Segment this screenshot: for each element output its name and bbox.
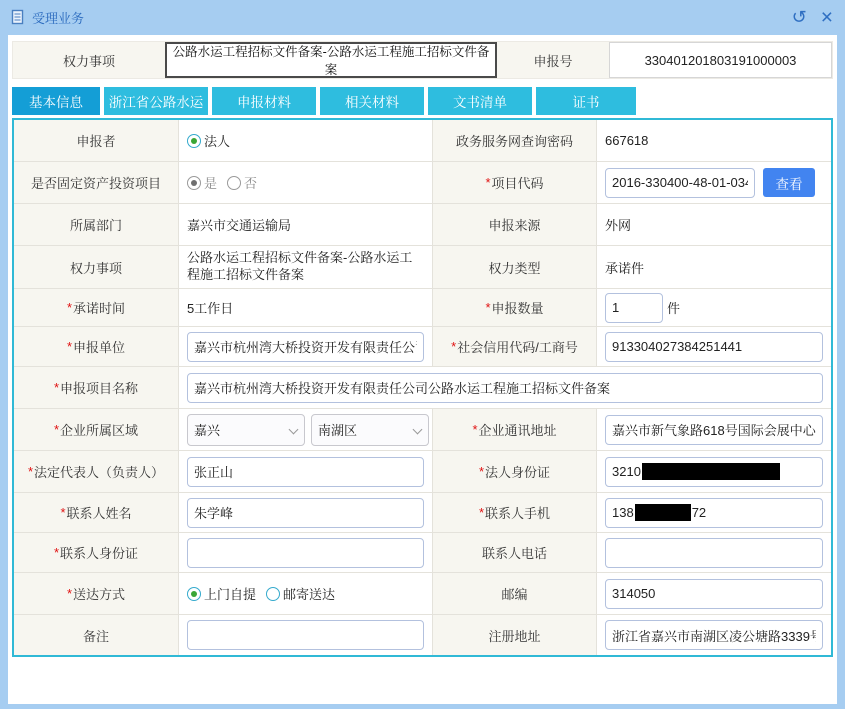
header-strip <box>12 41 833 79</box>
contact-mobile-input[interactable] <box>605 498 823 528</box>
gov-password-value: 667618 <box>605 133 649 148</box>
radio-unchecked-icon[interactable] <box>266 587 280 601</box>
project-code-input[interactable] <box>605 168 755 198</box>
contact-name-input[interactable] <box>187 498 424 528</box>
chevron-down-icon <box>413 424 423 434</box>
declarer-value <box>179 120 432 161</box>
department-value: 嘉兴市交通运输局 <box>187 218 292 233</box>
radio-checked-icon[interactable] <box>187 134 201 148</box>
city-select[interactable] <box>187 414 305 446</box>
contact-name-cell <box>179 493 432 532</box>
radio-disabled-icon <box>227 176 241 190</box>
radio-checked-icon[interactable] <box>187 587 201 601</box>
project-name-cell <box>179 367 831 408</box>
contact-name-label: * 联系人姓名 <box>14 493 179 532</box>
titlebar <box>0 0 845 34</box>
window-title: 受理业务 <box>32 10 85 26</box>
declare-unit-input[interactable] <box>187 332 424 362</box>
contact-phone-input[interactable] <box>605 538 823 568</box>
declare-count-unit: 件 <box>667 301 681 316</box>
district-select-value: 南湖区 <box>318 423 358 438</box>
fixed-asset-yes-label: 是 <box>204 176 218 191</box>
project-code-label: * 项目代码 <box>432 162 597 203</box>
row-delivery <box>14 573 831 615</box>
row-power-item <box>14 246 831 289</box>
remark-input[interactable] <box>187 620 424 650</box>
reg-address-input[interactable] <box>605 620 823 650</box>
project-code-value <box>597 162 831 203</box>
basic-info-form <box>12 118 833 657</box>
row-fixed-asset <box>14 162 831 204</box>
delivery-pickup-label: 上门自提 <box>204 587 257 602</box>
credit-code-cell <box>597 327 831 366</box>
declare-no-label: 申报号 <box>497 42 609 78</box>
promise-time-value: 5工作日 <box>187 301 234 316</box>
declare-source-value: 外网 <box>605 218 632 233</box>
contact-id-cell <box>179 533 432 572</box>
document-icon <box>10 9 26 25</box>
power-item-header-label: 权力事项 <box>13 42 165 78</box>
declare-count-value <box>597 289 831 326</box>
credit-code-input[interactable] <box>605 332 823 362</box>
declare-unit-cell <box>179 327 432 366</box>
postcode-label: 邮编 <box>432 573 597 614</box>
company-address-cell <box>597 409 831 450</box>
row-declare-unit <box>14 327 831 367</box>
postcode-cell <box>597 573 831 614</box>
tab-declare-materials[interactable]: 申报材料 <box>212 87 316 115</box>
power-item-label: 权力事项 <box>14 246 179 288</box>
region-label: * 企业所属区域 <box>14 409 179 450</box>
contact-mobile-label: * 联系人手机 <box>432 493 597 532</box>
delivery-mail-label: 邮寄送达 <box>283 587 336 602</box>
contact-mobile-cell <box>597 493 831 532</box>
content-panel <box>8 35 837 704</box>
delivery-cell <box>179 573 432 614</box>
city-select-value: 嘉兴 <box>194 423 221 438</box>
tab-basic-info[interactable]: 基本信息 <box>12 87 100 115</box>
credit-code-label: * 社会信用代码/工商号 <box>432 327 597 366</box>
fixed-asset-value <box>179 162 432 203</box>
declarer-option-label: 法人 <box>204 134 231 149</box>
fixed-asset-no-label: 否 <box>244 176 258 191</box>
row-contact-id <box>14 533 831 573</box>
remark-label: 备注 <box>14 615 179 655</box>
legal-rep-label: * 法定代表人（负责人） <box>14 451 179 492</box>
refresh-icon[interactable]: ↺ <box>791 7 807 27</box>
legal-id-label: * 法人身份证 <box>432 451 597 492</box>
fixed-asset-label: 是否固定资产投资项目 <box>14 162 179 203</box>
postcode-input[interactable] <box>605 579 823 609</box>
power-type-value: 承诺件 <box>605 260 645 276</box>
legal-id-cell <box>597 451 831 492</box>
fixed-asset-yes-option[interactable] <box>187 173 217 192</box>
power-item-value: 公路水运工程招标文件备案-公路水运工程施工招标文件备案 <box>187 250 413 282</box>
row-department <box>14 204 831 246</box>
legal-rep-input[interactable] <box>187 457 424 487</box>
project-name-label: * 申报项目名称 <box>14 367 179 408</box>
view-button[interactable]: 查看 <box>763 168 815 197</box>
row-declarer <box>14 120 831 162</box>
company-address-label: * 企业通讯地址 <box>432 409 597 450</box>
delivery-pickup-option[interactable] <box>187 584 256 603</box>
company-address-input[interactable] <box>605 415 823 445</box>
close-icon[interactable]: × <box>820 5 833 29</box>
contact-id-input[interactable] <box>187 538 424 568</box>
declare-no-value: 330401201803191000003 <box>609 42 832 78</box>
project-name-input[interactable] <box>187 373 823 403</box>
delivery-label: * 送达方式 <box>14 573 179 614</box>
power-item-header-value: 公路水运工程招标文件备案-公路水运工程施工招标文件备案 <box>165 42 497 78</box>
contact-id-label: * 联系人身份证 <box>14 533 179 572</box>
chevron-down-icon <box>289 424 299 434</box>
legal-id-input[interactable] <box>605 457 823 487</box>
contact-mobile-prefix: 138 <box>612 505 634 520</box>
row-contact-name <box>14 493 831 533</box>
tab-certificate[interactable]: 证书 <box>536 87 636 115</box>
reg-address-label: 注册地址 <box>432 615 597 655</box>
tab-zhejiang-highway[interactable]: 浙江省公路水运 <box>104 87 208 115</box>
declare-source-label: 申报来源 <box>432 204 597 245</box>
row-region <box>14 409 831 451</box>
contact-phone-label: 联系人电话 <box>432 533 597 572</box>
promise-time-label: * 承诺时间 <box>14 289 179 326</box>
reg-address-cell <box>597 615 831 655</box>
declare-count-label: * 申报数量 <box>432 289 597 326</box>
department-label: 所属部门 <box>14 204 179 245</box>
row-legal-rep <box>14 451 831 493</box>
legal-rep-cell <box>179 451 432 492</box>
delivery-mail-option[interactable] <box>266 584 335 603</box>
declare-unit-label: * 申报单位 <box>14 327 179 366</box>
gov-password-label: 政务服务网查询密码 <box>432 120 597 161</box>
tab-bar <box>12 87 833 115</box>
row-remark <box>14 615 831 655</box>
declare-count-input[interactable] <box>605 293 663 323</box>
radio-disabled-checked-icon <box>187 176 201 190</box>
declarer-radio-option[interactable] <box>187 131 230 150</box>
declarer-label: 申报者 <box>14 120 179 161</box>
legal-id-visible-digits: 3210 <box>612 464 641 479</box>
region-cell <box>179 409 432 450</box>
row-promise-time <box>14 289 831 327</box>
remark-cell <box>179 615 432 655</box>
fixed-asset-no-option[interactable] <box>227 173 257 192</box>
district-select[interactable] <box>311 414 429 446</box>
redaction-bar <box>642 463 780 480</box>
tab-related-materials[interactable]: 相关材料 <box>320 87 424 115</box>
row-project-name <box>14 367 831 409</box>
contact-phone-cell <box>597 533 831 572</box>
redaction-bar <box>635 504 691 521</box>
contact-mobile-suffix: 72 <box>691 505 707 520</box>
tab-document-list[interactable]: 文书清单 <box>428 87 532 115</box>
power-type-label: 权力类型 <box>432 246 597 288</box>
